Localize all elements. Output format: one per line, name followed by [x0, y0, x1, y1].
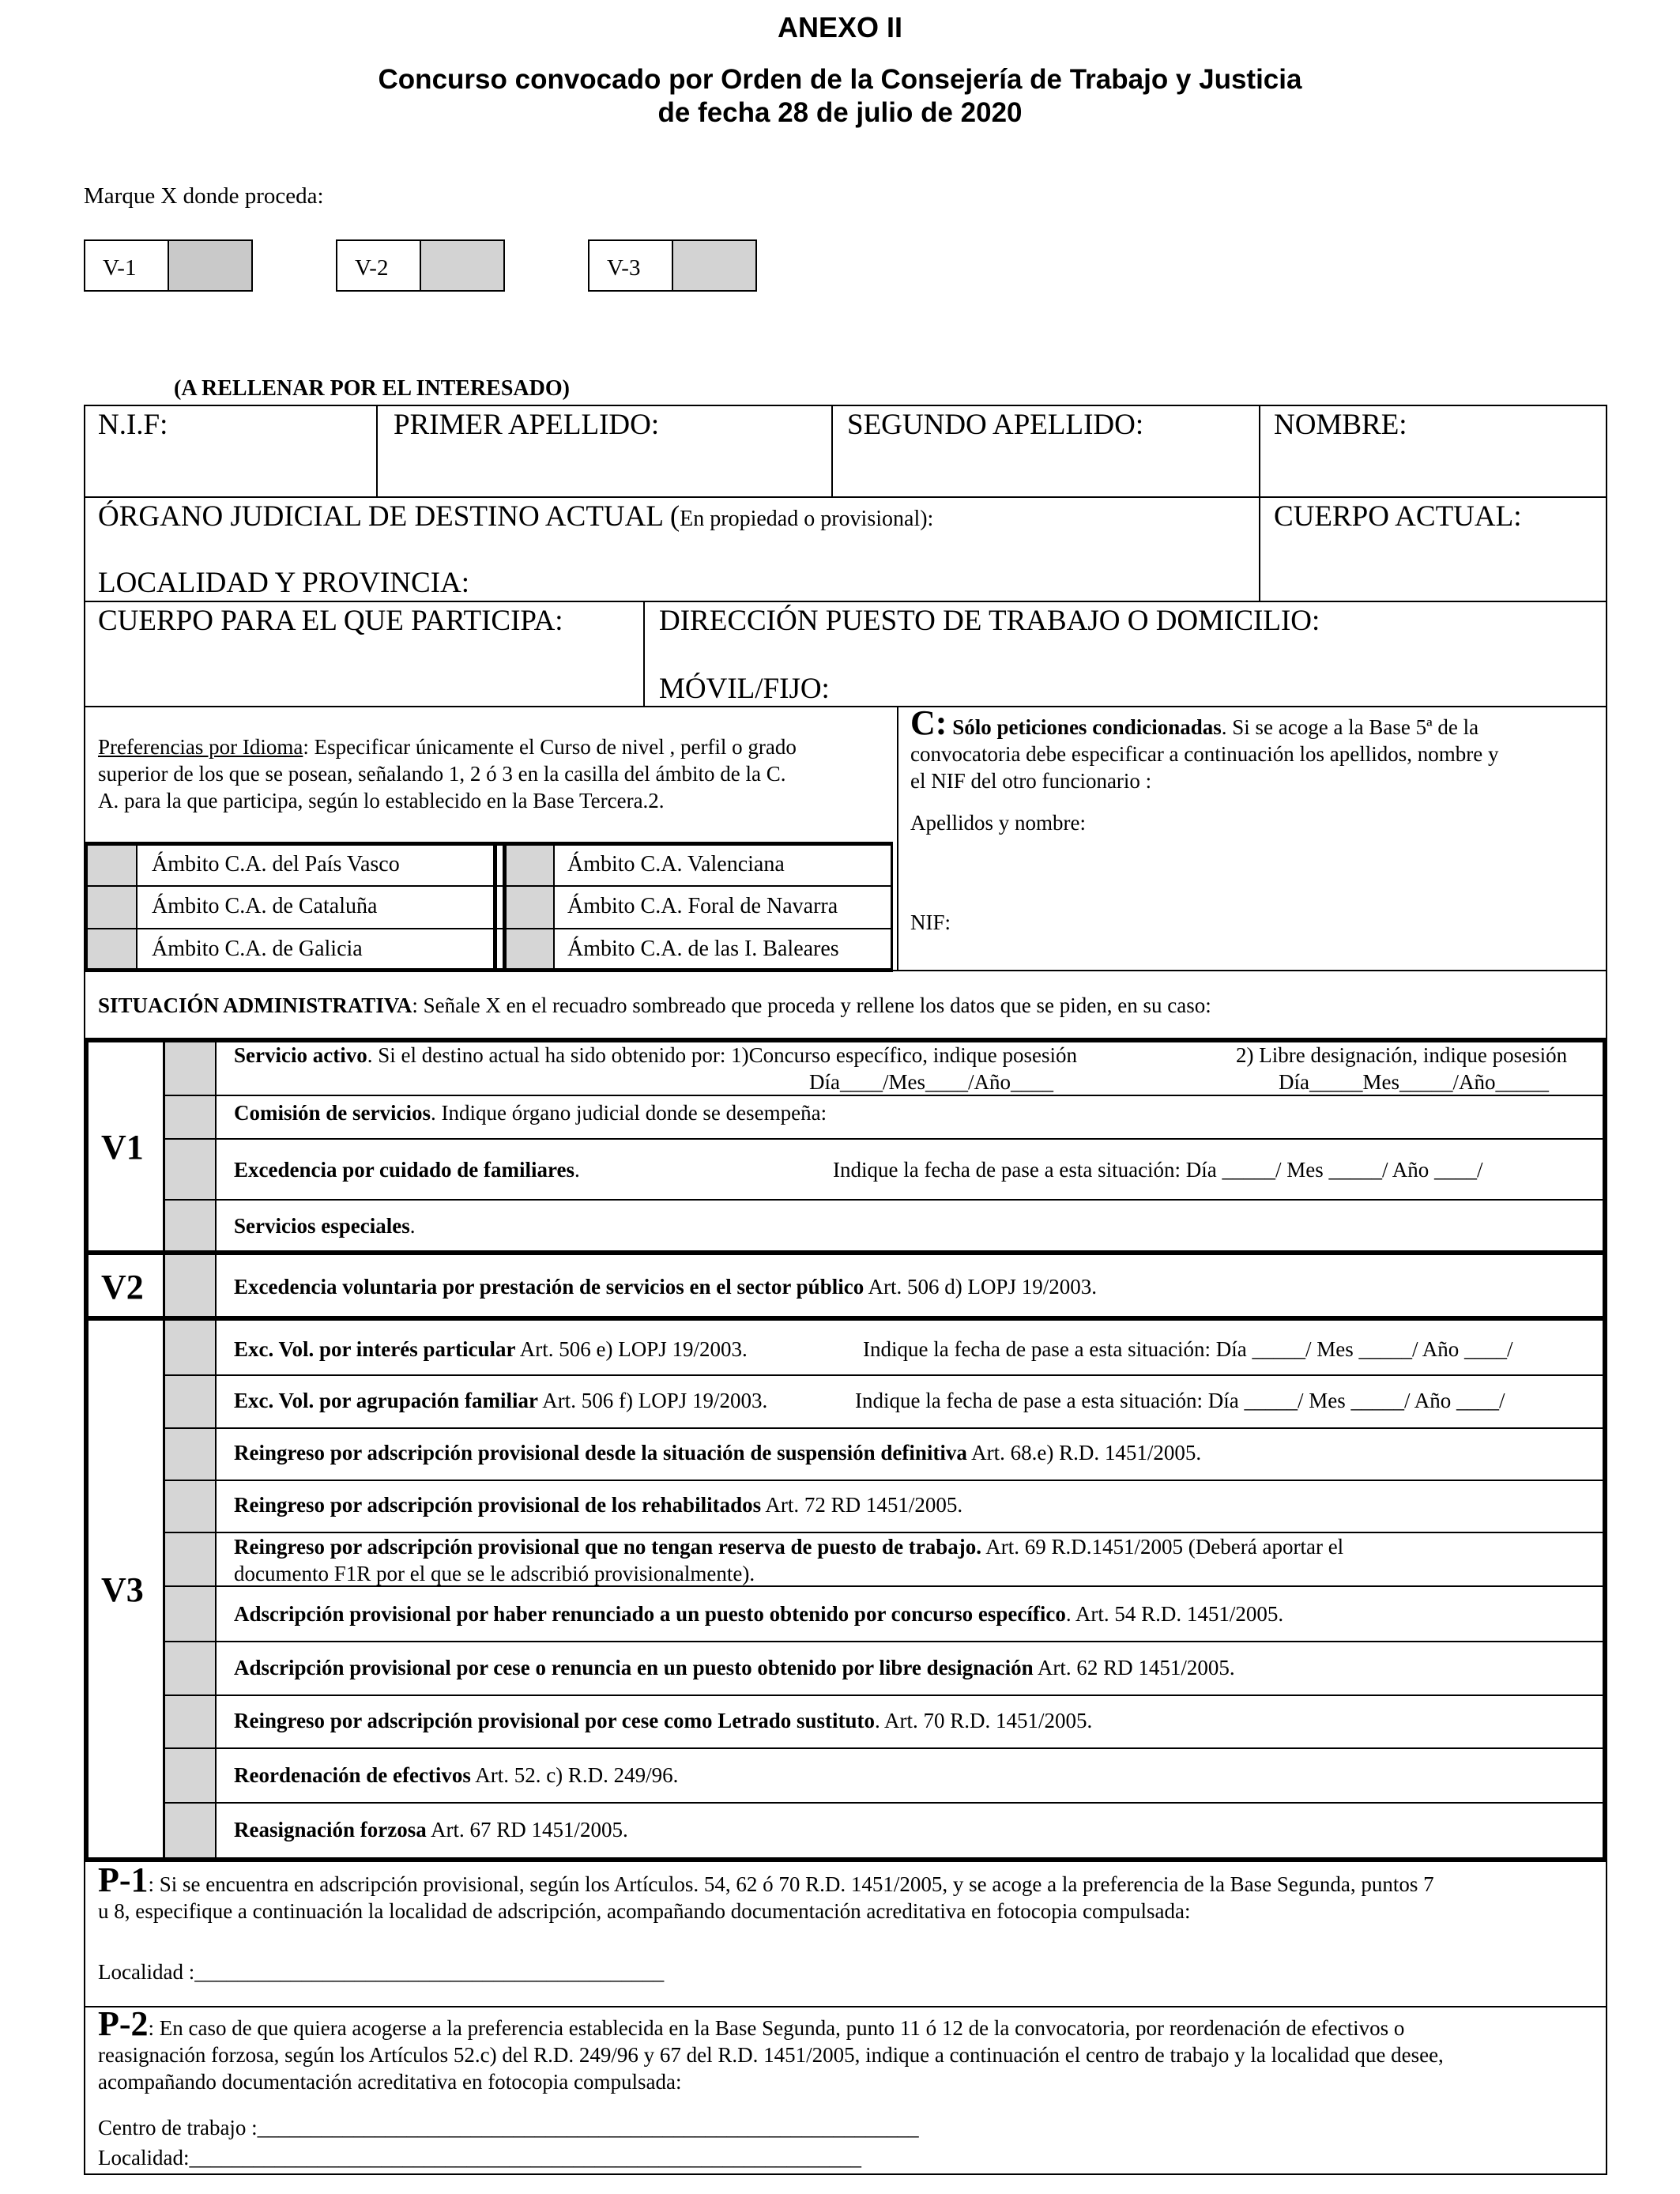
p2-centro-trabajo-field[interactable]: Centro de trabajo :______________________________________________________________ — [98, 2116, 919, 2139]
v2-label: V2 — [101, 1268, 144, 1306]
v1-bottom-border — [84, 1250, 1607, 1255]
exc-interes-particular-fecha-field[interactable]: Indique la fecha de pase a esta situación: Día _____/ Mes _____/ Año ____/ — [863, 1337, 1513, 1361]
excedencia-familiares-fecha-field[interactable]: Indique la fecha de pase a esta situación: Día _____/ Mes _____/ Año ____/ — [833, 1158, 1483, 1182]
grid-divider — [84, 928, 893, 929]
option-v2-checkbox[interactable] — [421, 241, 503, 290]
row-divider — [163, 1427, 1606, 1429]
row-divider — [84, 706, 1607, 707]
v3-label: V3 — [101, 1570, 144, 1609]
excedencia-familiares-text — [234, 1158, 580, 1182]
check-reasignacion-forzosa[interactable] — [165, 1804, 215, 1857]
col-divider — [376, 405, 378, 498]
grid-border — [493, 842, 497, 972]
row-divider — [163, 1374, 1606, 1376]
condicionadas-letter: C: — [910, 703, 947, 742]
movil-fijo-field[interactable]: MÓVIL/FIJO: — [659, 673, 830, 705]
col-divider — [831, 405, 833, 498]
idioma-label-pais-vasco: Ámbito C.A. del País Vasco — [152, 852, 400, 876]
excedencia-familiares-desc: . — [574, 1158, 580, 1182]
idioma-label-galicia: Ámbito C.A. de Galicia — [152, 937, 363, 961]
condicionadas-text-2: convocatoria debe especificar a continuación los apellidos, nombre y — [910, 742, 1499, 766]
row-divider — [163, 1695, 1606, 1696]
option-v3 — [588, 239, 757, 292]
idioma-text-2: superior de los que se posean, señalando 1, 2 ó 3 en la casilla del ámbito de la C. — [98, 762, 786, 786]
reordenacion-efectivos-title: Reordenación de efectivos — [234, 1763, 471, 1787]
p1-text-1: : Si se encuentra en adscripción provisional, según los Artículos. 54, 62 ó 70 R.D. 1451/2005, y se acoge a la preferencia de la Base Segunda, puntos 7 — [148, 1872, 1434, 1896]
col-divider — [643, 601, 645, 707]
p2-label: P-2 — [98, 2004, 149, 2043]
reingreso-suspension-title: Reingreso por adscripción provisional desde la situación de suspensión definitiva — [234, 1441, 967, 1465]
condicionadas-nif-field[interactable]: NIF: — [910, 910, 951, 934]
fill-by-applicant-label: (A RELLENAR POR EL INTERESADO) — [174, 376, 570, 401]
idioma-box-baleares[interactable] — [507, 929, 553, 968]
row-divider — [163, 1802, 1606, 1804]
exc-agrupacion-familiar-title: Exc. Vol. por agrupación familiar — [234, 1389, 539, 1412]
p1-label: P-1 — [98, 1860, 149, 1899]
check-reordenacion-efectivos[interactable] — [165, 1749, 215, 1802]
exc-agrupacion-familiar-text — [234, 1389, 767, 1413]
p1-section — [98, 1860, 1596, 1924]
check-exc-agrupacion-familiar[interactable] — [165, 1376, 215, 1427]
p2-text-1: : En caso de que quiera acogerse a la preferencia establecida en la Base Segunda, punto 11 ó 12 de la convocatoria, por reordenación de efectivos o — [148, 2016, 1405, 2040]
option-v1 — [84, 239, 253, 292]
grid-divider — [136, 842, 137, 972]
mark-instruction: Marque X donde proceda: — [84, 183, 324, 209]
page-subtitle — [0, 63, 1680, 130]
adscripcion-libre-designacion-desc: Art. 62 RD 1451/2005. — [1033, 1656, 1235, 1679]
condicionadas-text-3: el NIF del otro funcionario : — [910, 769, 1152, 793]
idioma-box-navarra[interactable] — [507, 887, 553, 928]
organo-sublabel: En propiedad o provisional): — [680, 507, 934, 531]
reasignacion-forzosa-desc: Art. 67 RD 1451/2005. — [426, 1818, 628, 1842]
reingreso-suspension-desc: Art. 68.e) R.D. 1451/2005. — [966, 1441, 1202, 1465]
concurso-fecha-field[interactable]: Día____/Mes____/Año____ — [809, 1070, 1053, 1094]
grid-border — [891, 842, 893, 972]
servicio-activo-title: Servicio activo — [234, 1043, 367, 1067]
table-border — [84, 1862, 85, 2175]
idioma-box-cataluna[interactable] — [88, 887, 136, 928]
cuerpo-participa-field[interactable]: CUERPO PARA EL QUE PARTICIPA: — [98, 605, 563, 637]
adscripcion-libre-designacion-title: Adscripción provisional por cese o renuncia en un puesto obtenido por libre designación — [234, 1656, 1034, 1679]
adscripcion-concurso-desc: . Art. 54 R.D. 1451/2005. — [1065, 1602, 1284, 1626]
col-divider — [897, 706, 898, 971]
reordenacion-efectivos-desc: Art. 52. c) R.D. 249/96. — [470, 1763, 679, 1787]
excedencia-sector-publico-desc: Art. 506 d) LOPJ 19/2003. — [864, 1275, 1097, 1299]
check-adscripcion-concurso[interactable] — [165, 1587, 215, 1641]
option-v3-checkbox[interactable] — [673, 241, 755, 290]
option-v3-label: V-3 — [590, 241, 673, 290]
p1-localidad-field[interactable]: Localidad :____________________________________________ — [98, 1960, 665, 1984]
adscripcion-concurso-text — [234, 1602, 1283, 1627]
libre-designacion-fecha-field[interactable]: Día_____Mes_____/Año_____ — [1279, 1070, 1549, 1094]
servicios-especiales-title: Servicios especiales — [234, 1214, 410, 1238]
servicio-activo-text — [234, 1043, 1077, 1068]
exc-interes-particular-desc: Art. 506 e) LOPJ 19/2003. — [515, 1337, 748, 1361]
idioma-box-pais-vasco[interactable] — [88, 846, 136, 885]
excedencia-sector-publico-title: Excedencia voluntaria por prestación de servicios en el sector público — [234, 1275, 864, 1299]
reasignacion-forzosa-title: Reasignación forzosa — [234, 1818, 427, 1842]
reingreso-sin-reserva-desc-2: documento F1R por el que se le adscribió provisionalmente). — [234, 1562, 755, 1585]
v2-bottom-border — [84, 1316, 1607, 1321]
check-reingreso-suspension[interactable] — [165, 1429, 215, 1480]
v1-top-border — [84, 1038, 1607, 1042]
v1-label: V1 — [101, 1128, 144, 1167]
row-divider — [84, 2006, 1607, 2007]
comision-servicios-text — [234, 1101, 827, 1125]
check-adscripcion-libre-designacion[interactable] — [165, 1642, 215, 1695]
row-divider — [163, 1138, 1606, 1140]
servicio-activo-desc: . Si el destino actual ha sido obtenido por: 1)Concurso específico, indique posesión — [367, 1043, 1078, 1067]
excedencia-familiares-title: Excedencia por cuidado de familiares — [234, 1158, 574, 1182]
grid-border — [84, 968, 893, 972]
option-v1-checkbox[interactable] — [169, 241, 251, 290]
subtitle-line-2: de fecha 28 de julio de 2020 — [657, 97, 1023, 128]
servicios-especiales-desc: . — [409, 1214, 416, 1238]
reingreso-letrado-title: Reingreso por adscripción provisional por cese como Letrado sustituto — [234, 1709, 876, 1732]
check-excedencia-familiares[interactable] — [165, 1140, 215, 1199]
check-exc-interes-particular[interactable] — [165, 1321, 215, 1374]
idioma-label-navarra: Ámbito C.A. Foral de Navarra — [567, 894, 838, 918]
idioma-text-1: : Especificar únicamente el Curso de nivel , perfil o grado — [303, 735, 797, 759]
check-reingreso-letrado[interactable] — [165, 1696, 215, 1747]
row-divider — [163, 1747, 1606, 1749]
reingreso-rehabilitados-title: Reingreso por adscripción provisional de los rehabilitados — [234, 1493, 762, 1517]
situacion-title: SITUACIÓN ADMINISTRATIVA — [98, 993, 412, 1017]
option-v2 — [336, 239, 505, 292]
left-thick-border — [84, 1038, 89, 1862]
grid-divider — [84, 885, 893, 887]
condicionadas-section — [910, 703, 1598, 794]
check-comision-servicios[interactable] — [165, 1096, 215, 1138]
reingreso-sin-reserva-desc: Art. 69 R.D.1451/2005 (Deberá aportar el — [981, 1535, 1344, 1559]
comision-servicios-title: Comisión de servicios — [234, 1101, 431, 1125]
reingreso-suspension-text — [234, 1441, 1201, 1465]
option-v1-label: V-1 — [85, 241, 169, 290]
idioma-box-valenciana[interactable] — [507, 846, 553, 885]
excedencia-sector-publico-text — [234, 1275, 1097, 1299]
idioma-box-galicia[interactable] — [88, 929, 136, 968]
nif-field[interactable]: N.I.F: — [98, 409, 168, 441]
right-thick-border — [1603, 1038, 1607, 1862]
row-divider — [163, 1641, 1606, 1642]
reordenacion-efectivos-text — [234, 1763, 678, 1788]
row-divider — [84, 601, 1607, 602]
reingreso-letrado-desc: . Art. 70 R.D. 1451/2005. — [875, 1709, 1093, 1732]
adscripcion-concurso-title: Adscripción provisional por haber renunciado a un puesto obtenido por concurso específico — [234, 1602, 1066, 1626]
exc-agrupacion-familiar-fecha-field[interactable]: Indique la fecha de pase a esta situación: Día _____/ Mes _____/ Año ____/ — [855, 1389, 1505, 1412]
exc-interes-particular-text — [234, 1337, 748, 1362]
cuerpo-actual-field[interactable]: CUERPO ACTUAL: — [1274, 500, 1522, 533]
condicionadas-title: Sólo peticiones condicionadas — [952, 715, 1222, 739]
exc-interes-particular-title: Exc. Vol. por interés particular — [234, 1337, 516, 1361]
servicios-especiales-text — [234, 1214, 415, 1238]
idioma-label-baleares: Ámbito C.A. de las I. Baleares — [567, 937, 839, 961]
p2-text-3: acompañando documentación acreditativa en fotocopia compulsada: — [98, 2070, 682, 2094]
idioma-instructions — [98, 733, 888, 814]
table-border — [84, 2173, 1607, 2175]
reingreso-rehabilitados-text — [234, 1493, 962, 1517]
organo-judicial-field[interactable] — [98, 499, 933, 533]
grid-divider — [553, 842, 555, 972]
organo-label: ÓRGANO JUDICIAL DE DESTINO ACTUAL ( — [98, 500, 680, 533]
libre-designacion-text: 2) Libre designación, indique posesión — [1236, 1043, 1568, 1067]
idioma-label-cataluna: Ámbito C.A. de Cataluña — [152, 894, 378, 918]
check-servicios-especiales[interactable] — [165, 1201, 215, 1250]
p2-localidad-field[interactable]: Localidad:_______________________________________________________________ — [98, 2146, 861, 2169]
situacion-text: : Señale X en el recuadro sombreado que proceda y rellene los datos que se piden, en su caso: — [412, 993, 1211, 1017]
row-divider — [163, 1480, 1606, 1481]
check-servicio-activo[interactable] — [165, 1042, 215, 1095]
row-divider — [163, 1199, 1606, 1201]
subtitle-line-1: Concurso convocado por Orden de la Consejería de Trabajo y Justicia — [378, 64, 1302, 95]
idioma-title: Preferencias por Idioma — [98, 735, 303, 759]
row-divider — [84, 496, 1607, 498]
grid-border — [84, 842, 893, 846]
reasignacion-forzosa-text — [234, 1818, 628, 1842]
check-col-divider — [215, 1038, 217, 1862]
v3-bottom-border — [84, 1857, 1607, 1862]
check-excedencia-sector-publico[interactable] — [165, 1255, 215, 1316]
p2-text-2: reasignación forzosa, según los Artículos 52.c) del R.D. 249/96 y 67 del R.D. 1451/2005, indique a continuación el centro de trabajo y la localidad que desee, — [98, 2043, 1444, 2067]
segundo-apellido-field[interactable]: SEGUNDO APELLIDO: — [847, 409, 1144, 441]
nombre-field[interactable]: NOMBRE: — [1274, 409, 1407, 441]
reingreso-rehabilitados-desc: Art. 72 RD 1451/2005. — [761, 1493, 963, 1517]
situacion-instructions — [98, 993, 1211, 1018]
p2-section — [98, 2004, 1596, 2095]
condicionadas-text-1: . Si se acoge a la Base 5ª de la — [1221, 715, 1479, 739]
direccion-field[interactable]: DIRECCIÓN PUESTO DE TRABAJO O DOMICILIO: — [659, 605, 1320, 637]
comision-servicios-desc: . Indique órgano judicial donde se desempeña: — [431, 1101, 827, 1125]
check-reingreso-sin-reserva[interactable] — [165, 1533, 215, 1585]
p1-text-2: u 8, especifique a continuación la localidad de adscripción, acompañando documentación acreditativa en fotocopia compulsada: — [98, 1899, 1191, 1923]
check-reingreso-rehabilitados[interactable] — [165, 1481, 215, 1532]
condicionadas-apellidos-field[interactable]: Apellidos y nombre: — [910, 811, 1086, 835]
table-border — [84, 405, 1607, 406]
col-divider — [1259, 405, 1260, 602]
adscripcion-libre-designacion-text — [234, 1656, 1235, 1680]
localidad-provincia-field[interactable]: LOCALIDAD Y PROVINCIA: — [98, 567, 470, 599]
page-title: ANEXO II — [777, 11, 903, 43]
idioma-text-3: A. para la que participa, según lo establecido en la Base Tercera.2. — [98, 789, 665, 812]
exc-agrupacion-familiar-desc: Art. 506 f) LOPJ 19/2003. — [538, 1389, 768, 1412]
idioma-label-valenciana: Ámbito C.A. Valenciana — [567, 852, 785, 876]
option-v2-label: V-2 — [337, 241, 421, 290]
primer-apellido-field[interactable]: PRIMER APELLIDO: — [394, 409, 660, 441]
reingreso-sin-reserva-title: Reingreso por adscripción provisional que no tengan reserva de puesto de trabajo. — [234, 1535, 982, 1559]
row-divider — [163, 1095, 1606, 1096]
reingreso-sin-reserva-text — [234, 1533, 1343, 1587]
reingreso-letrado-text — [234, 1709, 1092, 1733]
